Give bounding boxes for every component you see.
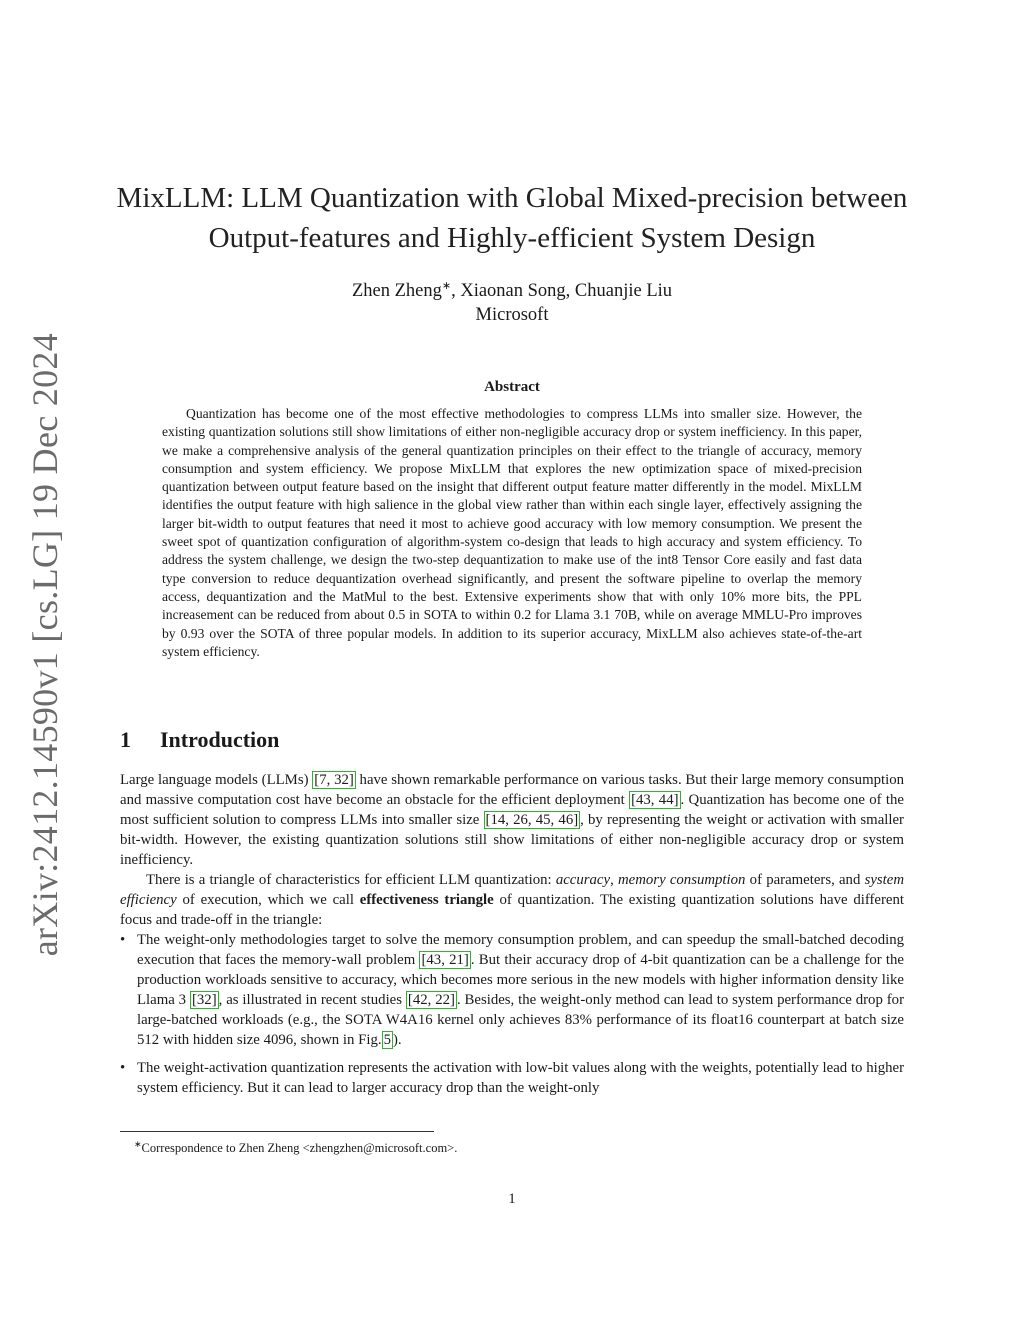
citation-link[interactable]: [14, 26, 45, 46] [485, 812, 579, 828]
section-number: 1 [120, 727, 131, 752]
citation-link[interactable]: [32] [191, 992, 217, 1008]
footnote-divider [120, 1131, 434, 1132]
affiliation: Microsoft [475, 305, 549, 326]
author-first: Zhen Zheng [351, 281, 442, 302]
term-effectiveness-triangle: effectiveness triangle [359, 892, 494, 908]
title-line-2: Output-features and Highly-efficient System Design [208, 222, 816, 254]
term-system-efficiency: system efficiency [120, 872, 905, 908]
abstract-text: Quantization has become one of the most effective methodologies to compress LLMs into smaller size. However, the existing quantization solutions still show limitations of either non-negligible accuracy drop or system inefficiency. In this paper, we make a comprehensive analysis of the general quantization principles on their effect to the triangle of accuracy, memory consumption and system efficiency. We propose MixLLM that explores the new optimization space of mixed-precision quantization between output feature based on the insight that different output feature matter differently in the model. MixLLM identifies the output feature with high salience in the global view rather than within each single layer, effectively assigning the larger bit-width to output features that need it most to achieve good accuracy with low memory consumption. We present the sweet spot of quantization configuration of algorithm-system co-design that leads to high accuracy and system efficiency. To address the system challenge, we design the two-step dequantization to make use of the int8 Tensor Core easily and fast data type conversion to reduce dequantization overhead significantly, and present the software pipeline to overlap the memory access, dequantization and the MatMul to the best. Extensive experiments show that with only 10% more bits, the PPL increasement can be reduced from about 0.5 in SOTA to within 0.2 for Llama 3.1 70B, while on average MMLU-Pro improves by 0.93 over the SOTA of three popular models. In addition to its superior accuracy, MixLLM also achieves state-of-the-art system efficiency. [162, 406, 862, 659]
author-list [100, 274, 924, 303]
citation-link[interactable]: [42, 22] [407, 992, 455, 1008]
section-heading-introduction [120, 727, 520, 753]
citation-link[interactable]: [43, 44] [631, 792, 679, 808]
footnote-mark: ∗ [134, 1139, 142, 1149]
list-item: • The weight-activation quantization represents the activation with low-bit values along with the weights, potentially lead to higher system efficiency. But it can lead to larger accuracy drop than the weight-only [120, 1060, 904, 1096]
bullet-icon: • [120, 932, 126, 948]
term-memory-consumption: memory consumption [617, 872, 746, 888]
paper-title [100, 178, 924, 258]
section-title: Introduction [160, 727, 280, 752]
figure-link[interactable]: 5 [383, 1032, 391, 1048]
footnote [120, 1136, 918, 1156]
author-rest: , Xiaonan Song, Chuanjie Liu [451, 281, 673, 302]
page-number: 1 [508, 1191, 516, 1207]
title-line-1: MixLLM: LLM Quantization with Global Mixed-precision between [116, 182, 908, 214]
author-footnote-mark[interactable]: ∗ [441, 280, 452, 292]
trade-off-list [120, 930, 904, 1098]
authors-block [100, 274, 924, 327]
intro-paragraph-1: Large language models (LLMs) [7, 32] have shown remarkable performance on various tasks. But their large memory consumption and massive computation cost have become an obstacle for the efficient deployment [43, 44] . Quantization has become one of the most sufficient solution to compress LLMs into smaller size [14, 26, 45, 46] , by representing the weight or activation with smaller bit-width. However, the existing quantization solutions still show limitations of either non-negligible accuracy drop or system inefficiency. [120, 772, 904, 868]
list-item: • The weight-only methodologies target to solve the memory consumption problem, and can speedup the small-batched decoding execution that faces the memory-wall problem [43, 21] . But their accuracy drop of 4-bit quantization can be a challenge for the production workloads sensitive to accuracy, which becomes more serious in the new models with higher information density like Llama 3 [32] , as illustrated in recent studies [42, 22] . Besides, the weight-only method can lead to system performance drop for large-batched workloads (e.g., the SOTA W4A16 kernel only achieves 83% performance of its float16 counterpart at batch size 512 with hidden size 4096, shown in Fig. 5 ). [120, 932, 904, 1048]
intro-paragraph-2: There is a triangle of characteristics for efficient LLM quantization: accuracy, memory consumption of parameters, and system efficiency of execution, which we call effectiveness triangle of quantization. The existing quantization solutions have different focus and trade-off in the triangle: [120, 872, 905, 928]
abstract-heading: Abstract [484, 379, 540, 395]
citation-link[interactable]: [43, 21] [421, 952, 469, 968]
footnote-text: Correspondence to Zhen Zheng <zhengzhen@microsoft.com>. [141, 1141, 458, 1156]
arxiv-stamp: arXiv:2412.14590v1 [cs.LG] 19 Dec 2024 [25, 333, 65, 957]
citation-link[interactable]: [7, 32] [314, 772, 354, 788]
bullet-icon: • [120, 1060, 126, 1076]
term-accuracy: accuracy [555, 872, 611, 888]
